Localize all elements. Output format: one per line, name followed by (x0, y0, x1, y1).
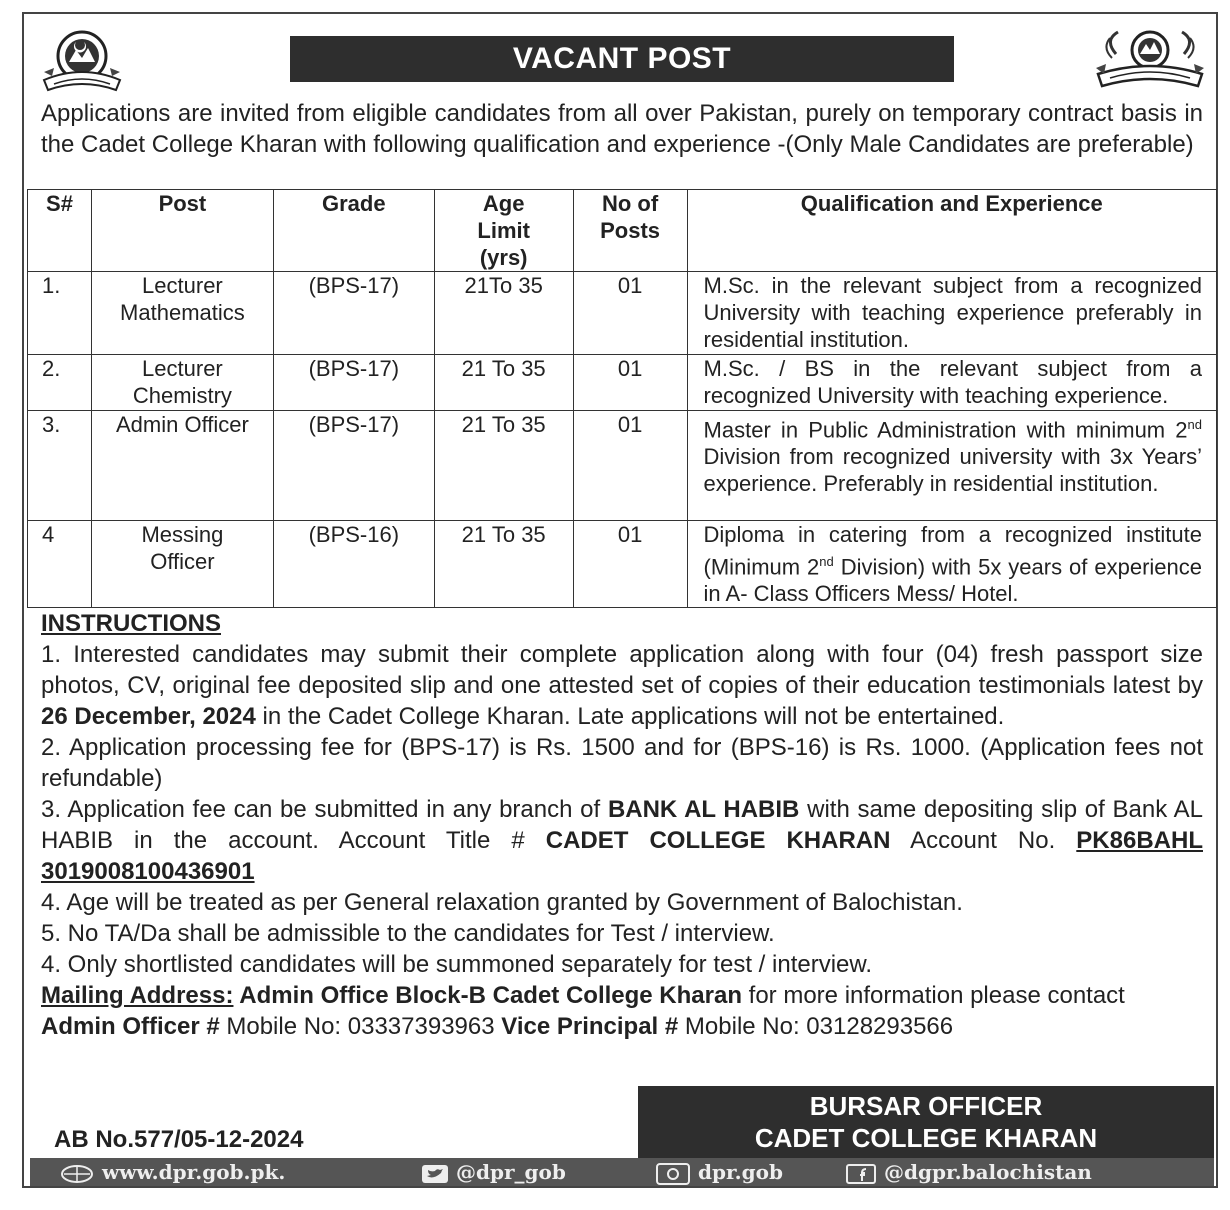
contact-admin-value: Mobile No: 03337393963 (219, 1013, 502, 1040)
footer-twitter[interactable] (422, 1158, 566, 1186)
qualification-superscript: nd (1187, 417, 1202, 432)
header-grade: Grade (273, 190, 434, 272)
row-qualification (687, 521, 1216, 608)
instruction-1-text-a: 1. Interested candidates may submit their complete application along with four (04) fresh passport size photos, CV, original fee deposited slip and one attested set of copies of their education testimonials latest by (41, 641, 1203, 699)
footer-instagram[interactable] (656, 1158, 783, 1186)
row-posts: 01 (573, 355, 687, 411)
row-sn: 4 (28, 521, 92, 608)
qualification-text-a: Master in Public Administration with minimum 2 (703, 417, 1188, 443)
row-sn: 1. (28, 272, 92, 355)
header-post: Post (91, 190, 273, 272)
table-header-row (28, 190, 1217, 272)
contact-vp-label: Vice Principal # (501, 1013, 679, 1040)
post-line1: Lecturer (142, 356, 223, 381)
table-row (28, 272, 1217, 355)
header-posts-line1: No of (601, 191, 659, 216)
contact-vp-value: Mobile No: 03128293566 (678, 1013, 954, 1040)
qualification-text-b: Division) with 5x years of experience in A- Class Officers Mess/ Hotel. (703, 554, 1202, 607)
header-sn: S# (28, 190, 92, 272)
row-posts: 01 (573, 521, 687, 608)
row-sn: 2. (28, 355, 92, 411)
header-qualification: Qualification and Experience (687, 190, 1216, 272)
instructions-title: INSTRUCTIONS (41, 610, 221, 637)
row-age: 21To 35 (434, 272, 573, 355)
qualification-text-a: Diploma in catering from a recognized institute (Minimum 2 (703, 522, 1202, 580)
row-age: 21 To 35 (434, 411, 573, 521)
contact-line (41, 1011, 1203, 1042)
footer-twitter-text: @dpr_gob (456, 1160, 566, 1184)
header-age-line2: Limit (477, 218, 530, 243)
row-qualification (687, 411, 1216, 521)
twitter-icon (422, 1165, 448, 1183)
post-line2: Mathematics (120, 300, 245, 325)
mailing-address-value: Admin Office Block-B Cadet College Kharan (233, 982, 742, 1009)
instruction-1-text-b: in the Cadet College Kharan. Late applications will not be entertained. (255, 703, 1005, 730)
footer-facebook[interactable] (846, 1158, 1092, 1186)
signature-line1: BURSAR OFFICER (809, 1091, 1043, 1121)
qualification-text-b: Division from recognized university with 3x Years’ experience. Preferably in residential institution. (703, 444, 1202, 497)
post-line1: Messing (141, 522, 224, 547)
header-age-line1: Age (482, 191, 525, 216)
row-qualification: M.Sc. / BS in the relevant subject from a recognized University with teaching experience. (687, 355, 1216, 411)
row-posts: 01 (573, 411, 687, 521)
table-row (28, 521, 1217, 608)
instruction-2: 2. Application processing fee for (BPS-17) is Rs. 1500 and for (BPS-16) is Rs. 1000. (Application fees not refundable) (41, 734, 1203, 792)
row-grade: (BPS-16) (273, 521, 434, 608)
row-age: 21 To 35 (434, 355, 573, 411)
mailing-address-label: Mailing Address: (41, 982, 234, 1009)
globe-hand-icon (60, 1164, 94, 1184)
row-post (91, 355, 273, 411)
header-no-of-posts (573, 190, 687, 272)
balochistan-emblem-icon (40, 28, 124, 96)
instruction-1 (41, 639, 1203, 732)
instruction-6: 4. Only shortlisted candidates will be summoned separately for test / interview. (41, 951, 873, 978)
instruction-3-text-c: Account No. (890, 827, 1077, 854)
row-qualification: M.Sc. in the relevant subject from a recognized University with teaching experience preferably in residential institution. (687, 272, 1216, 355)
row-grade: (BPS-17) (273, 355, 434, 411)
ab-number: AB No.577/05-12-2024 (54, 1126, 304, 1153)
row-posts: 01 (573, 272, 687, 355)
header-posts-line2: Posts (600, 218, 661, 243)
instruction-3 (41, 794, 1203, 887)
instruction-3-text-a: 3. Application fee can be submitted in any branch of (41, 796, 608, 823)
instagram-icon (656, 1163, 690, 1185)
deadline-date: 26 December, 2024 (41, 703, 256, 730)
row-age: 21 To 35 (434, 521, 573, 608)
row-sn: 3. (28, 411, 92, 521)
row-grade: (BPS-17) (273, 411, 434, 521)
table-row (28, 355, 1217, 411)
instructions-section (41, 608, 1203, 1042)
row-post: Admin Officer (91, 411, 273, 521)
footer-facebook-text: @dgpr.balochistan (884, 1160, 1092, 1184)
vacancy-table (27, 189, 1217, 608)
post-line2: Chemistry (132, 383, 232, 408)
instruction-3-text-b: with same depositing slip of Bank AL HABIB in the account. Account Title # (41, 796, 1204, 854)
header-age-line3: (yrs) (479, 245, 528, 270)
post-line2: Officer (150, 549, 215, 574)
contact-admin-label: Admin Officer # (41, 1013, 220, 1040)
facebook-icon (846, 1164, 876, 1184)
qualification-superscript: nd (819, 554, 834, 569)
footer-instagram-text: dpr.gob (698, 1160, 783, 1184)
row-post (91, 272, 273, 355)
signature-line2: CADET COLLEGE KHARAN (754, 1123, 1098, 1153)
footer-bar (30, 1158, 1214, 1186)
row-post (91, 521, 273, 608)
mailing-address (41, 980, 1203, 1011)
cadet-college-crest-icon (1094, 28, 1206, 90)
footer-website-text: www.dpr.gob.pk. (102, 1160, 286, 1184)
account-number: PK86BAHL 3019008100436901 (41, 827, 1203, 885)
instruction-5: 5. No TA/Da shall be admissible to the candidates for Test / interview. (41, 920, 775, 947)
row-grade: (BPS-17) (273, 272, 434, 355)
account-title: CADET COLLEGE KHARAN (545, 827, 891, 854)
footer-website[interactable] (60, 1158, 285, 1186)
header-age-limit (434, 190, 573, 272)
bank-name: BANK AL HABIB (607, 796, 800, 823)
table-row (28, 411, 1217, 521)
instruction-4: 4. Age will be treated as per General relaxation granted by Government of Balochistan. (41, 889, 963, 916)
signature-block (638, 1086, 1214, 1158)
intro-paragraph: Applications are invited from eligible candidates from all over Pakistan, purely on temporary contract basis in the Cadet College Kharan with following qualification and experience -(Only Male Candidates are preferable) (41, 100, 1203, 158)
post-line1: Lecturer (142, 273, 223, 298)
page-title: VACANT POST (290, 36, 954, 82)
mailing-address-rest: for more information please contact (742, 982, 1125, 1009)
